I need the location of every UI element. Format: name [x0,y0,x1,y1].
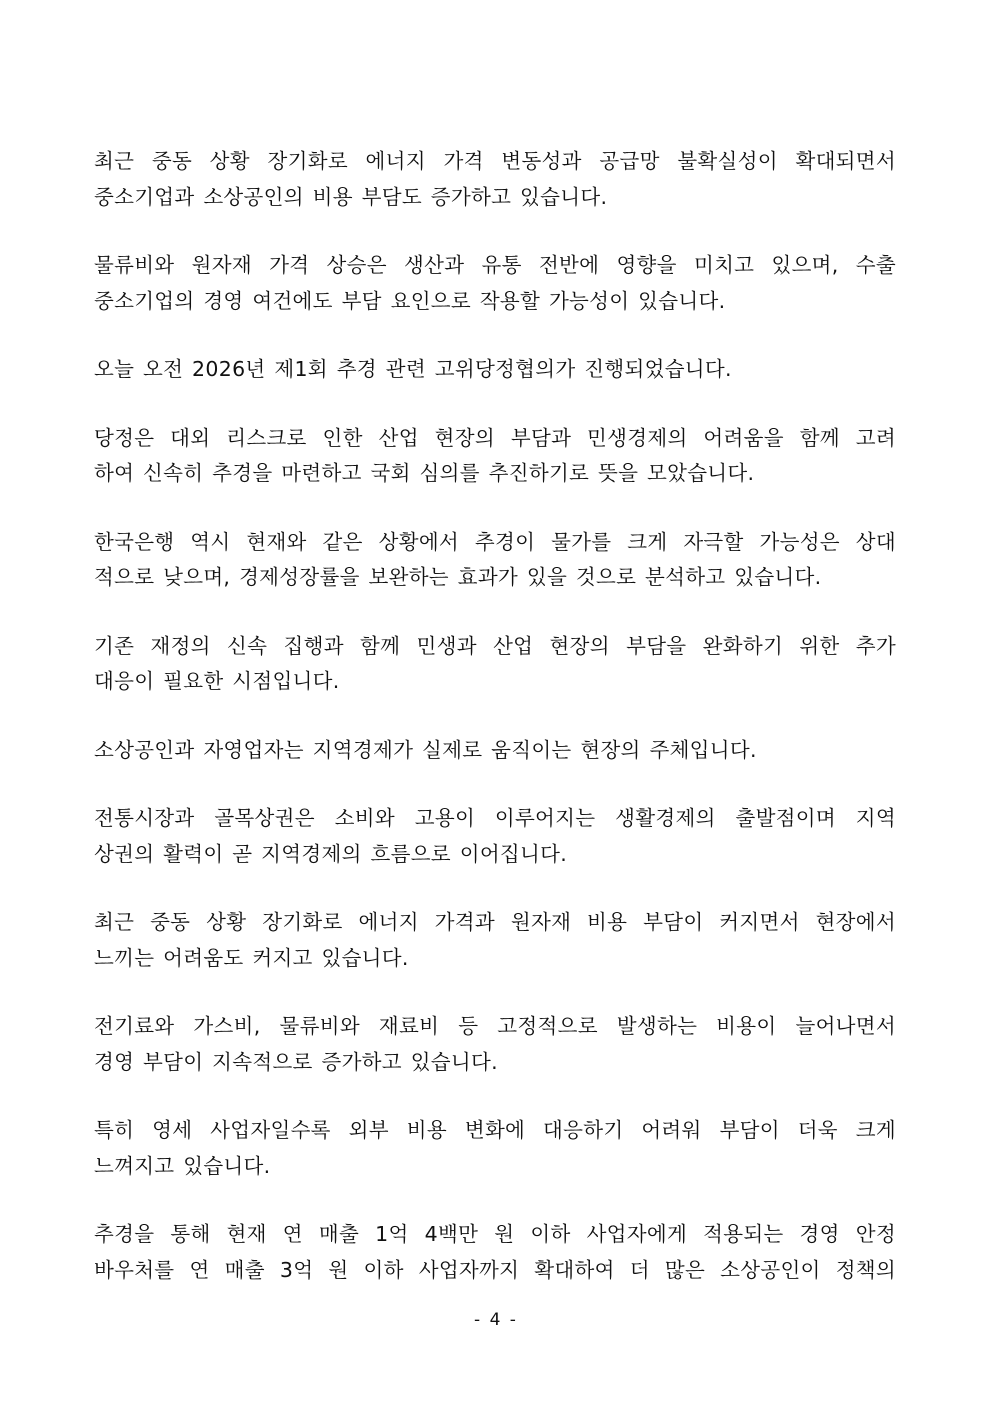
page-number: - 4 - [474,1310,518,1330]
paragraph [94,1113,896,1184]
paragraph-line: 한국은행 역시 현재와 같은 상황에서 추경이 물가를 크게 자극할 가능성은 상대 [94,529,896,554]
paragraph [94,801,896,872]
paragraph-line: 느끼는 어려움도 커지고 있습니다. [94,945,409,970]
paragraph-line: 전기료와 가스비, 물류비와 재료비 등 고정적으로 발생하는 비용이 늘어나면서 [94,1014,896,1038]
paragraph [94,421,896,492]
paragraph [94,352,896,388]
paragraph-line: 적으로 낮으며, 경제성장률을 보완하는 효과가 있을 것으로 분석하고 있습니다. [94,565,822,589]
paragraph-line: 최근 중동 상황 장기화로 에너지 가격과 원자재 비용 부담이 커지면서 현장에서 [94,910,896,934]
paragraph-line: 기존 재정의 신속 집행과 함께 민생과 산업 현장의 부담을 완화하기 위한 추가 [94,633,896,658]
paragraph-line: 특히 영세 사업자일수록 외부 비용 변화에 대응하기 어려워 부담이 더욱 크게 [94,1118,896,1142]
document-body [94,144,896,1321]
paragraph [94,248,896,319]
paragraph [94,1009,896,1080]
paragraph-line: 전통시장과 골목상권은 소비와 고용이 이루어지는 생활경제의 출발점이며 지역 [94,806,896,830]
paragraph [94,733,896,769]
paragraph-line: 대응이 필요한 시점입니다. [94,669,340,693]
paragraph-line: 중소기업의 경영 여건에도 부담 요인으로 작용할 가능성이 있습니다. [94,288,726,313]
paragraph-line: 최근 중동 상황 장기화로 에너지 가격 변동성과 공급망 불확실성이 확대되면서 [94,149,896,173]
paragraph-line: 오늘 오전 2026년 제1회 추경 관련 고위당정협의가 진행되었습니다. [94,357,732,381]
paragraph-line: 상권의 활력이 곧 지역경제의 흐름으로 이어집니다. [94,841,568,866]
paragraph-line: 경영 부담이 지속적으로 증가하고 있습니다. [94,1049,498,1074]
paragraph [94,144,896,215]
paragraph [94,905,896,976]
paragraph-line: 당정은 대외 리스크로 인한 산업 현장의 부담과 민생경제의 어려움을 함께 고려 [94,425,896,450]
paragraph-line: 바우처를 연 매출 3억 원 이하 사업자까지 확대하여 더 많은 소상공인이 정책의 [94,1257,896,1282]
paragraph [94,629,896,700]
paragraph-line: 소상공인과 자영업자는 지역경제가 실제로 움직이는 현장의 주체입니다. [94,737,757,762]
paragraph-line: 느껴지고 있습니다. [94,1153,271,1178]
paragraph [94,525,896,596]
paragraph-line: 물류비와 원자재 가격 상승은 생산과 유통 전반에 영향을 미치고 있으며, 수출 [94,253,896,277]
paragraph-line: 하여 신속히 추경을 마련하고 국회 심의를 추진하기로 뜻을 모았습니다. [94,461,755,485]
paragraph [94,1217,896,1288]
paragraph-line: 중소기업과 소상공인의 비용 부담도 증가하고 있습니다. [94,184,608,209]
paragraph-line: 추경을 통해 현재 연 매출 1억 4백만 원 이하 사업자에게 적용되는 경영 안정 [94,1222,896,1246]
